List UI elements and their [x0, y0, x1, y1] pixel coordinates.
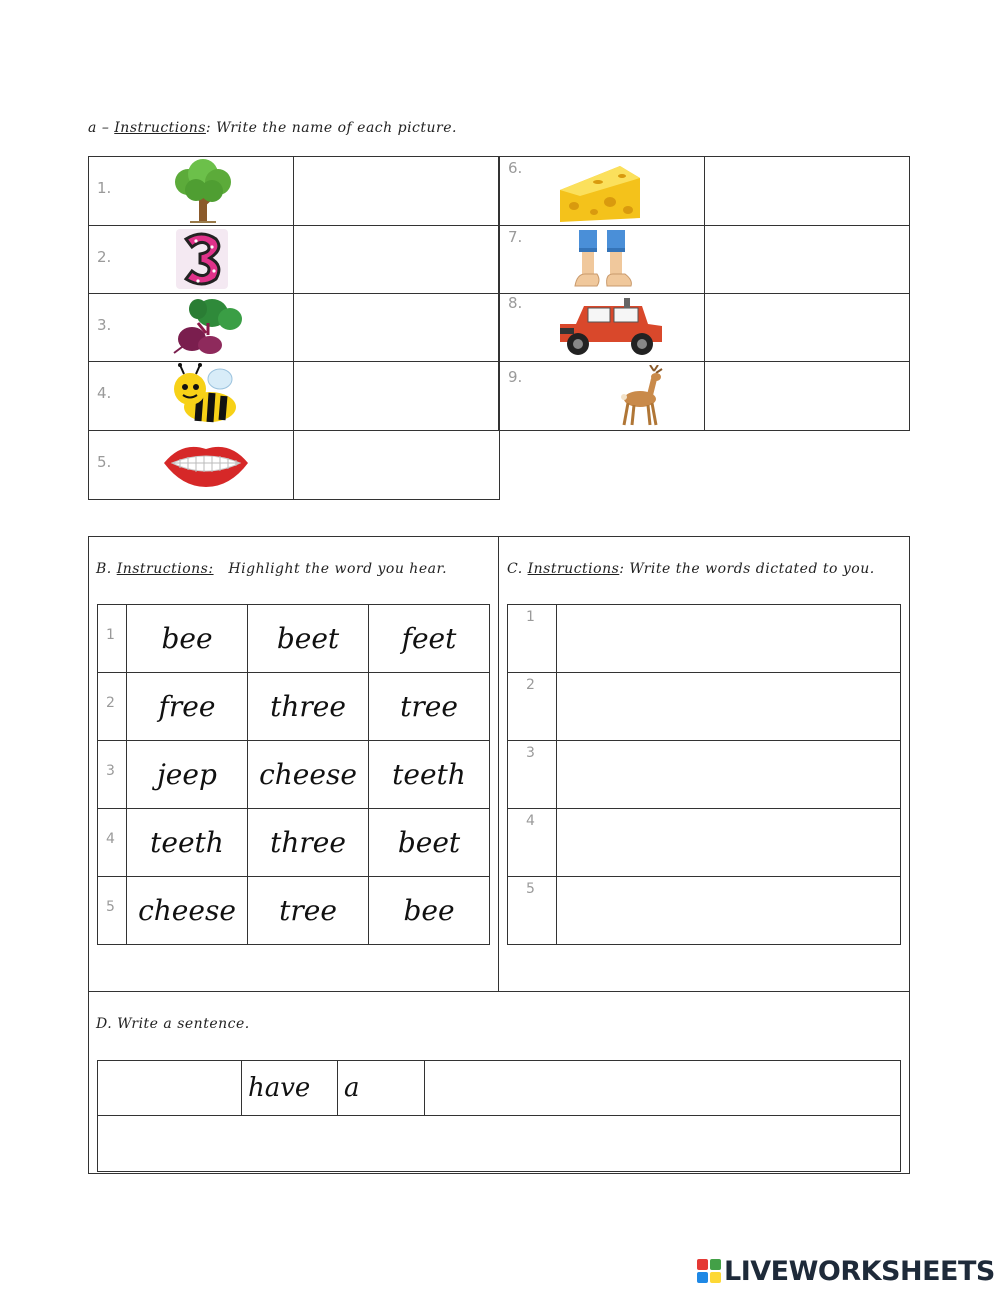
table-row	[98, 673, 490, 741]
word-option[interactable]: feet	[401, 622, 457, 655]
section-c-instructions-label: Instructions	[527, 561, 620, 577]
section-a-instructions-label: Instructions	[114, 120, 206, 136]
table-row	[508, 605, 901, 673]
word-option[interactable]: bee	[403, 894, 455, 927]
number-three-icon	[174, 227, 230, 291]
picture-number: 3.	[97, 316, 112, 334]
table-row	[508, 741, 901, 809]
table-row	[508, 809, 901, 877]
row-number: 4	[106, 831, 115, 847]
word-option[interactable]: tree	[279, 894, 337, 927]
sentence-table	[97, 1060, 901, 1172]
dictation-field-5[interactable]	[557, 877, 901, 945]
picture-number: 7.	[508, 228, 523, 246]
section-b-instructions-text: Highlight the word you hear.	[228, 561, 448, 577]
word-option[interactable]: beet	[276, 622, 340, 655]
answer-field-8[interactable]	[707, 295, 907, 359]
section-a-instructions	[88, 120, 457, 136]
word-option[interactable]: tree	[400, 690, 458, 723]
section-a-letter: a	[88, 120, 97, 136]
table-row	[508, 877, 901, 945]
deer-icon	[618, 365, 670, 427]
row-number: 2	[526, 677, 535, 693]
word-option[interactable]: three	[270, 826, 346, 859]
cheese-icon	[558, 160, 642, 224]
picture-grid	[88, 156, 910, 499]
jeep-icon	[554, 294, 668, 360]
section-a-instructions-text: : Write the name of each picture.	[205, 120, 457, 136]
picture-number: 6.	[508, 159, 523, 177]
table-row	[98, 1061, 901, 1116]
picture-number: 5.	[97, 453, 112, 471]
teeth-icon	[160, 439, 252, 491]
word-option[interactable]: cheese	[138, 894, 236, 927]
section-c-letter: C.	[507, 561, 523, 577]
answer-field-9[interactable]	[707, 363, 907, 428]
word-option[interactable]: teeth	[392, 758, 466, 791]
section-a-dash: –	[101, 120, 110, 136]
section-d-title: D. Write a sentence.	[96, 1016, 250, 1032]
word-option[interactable]: jeep	[157, 758, 217, 791]
word-option[interactable]: cheese	[259, 758, 357, 791]
picture-number: 2.	[97, 248, 112, 266]
dictation-field-1[interactable]	[557, 605, 901, 673]
liveworksheets-logo	[697, 1256, 995, 1286]
row-number: 3	[106, 763, 115, 779]
dictation-table	[507, 604, 901, 945]
answer-field-1[interactable]	[296, 158, 496, 223]
section-b-letter: B.	[96, 561, 112, 577]
row-number: 5	[526, 881, 535, 897]
word-option[interactable]: bee	[161, 622, 213, 655]
dictation-field-4[interactable]	[557, 809, 901, 877]
picture-number: 1.	[97, 179, 112, 197]
tree-icon	[168, 158, 238, 224]
table-row	[98, 809, 490, 877]
row-number: 1	[526, 609, 535, 625]
word-option[interactable]: beet	[397, 826, 461, 859]
answer-field-2[interactable]	[296, 227, 496, 291]
word-option[interactable]: teeth	[150, 826, 224, 859]
word-choice-table	[97, 604, 490, 945]
sentence-blank-2[interactable]	[425, 1061, 901, 1116]
section-b-instructions-label: Instructions:	[116, 561, 214, 577]
table-row	[98, 741, 490, 809]
dictation-field-3[interactable]	[557, 741, 901, 809]
table-row	[508, 673, 901, 741]
picture-number: 9.	[508, 368, 523, 386]
table-row	[98, 877, 490, 945]
row-number: 5	[106, 899, 115, 915]
sentence-blank-1[interactable]	[98, 1061, 242, 1116]
sentence-answer-field[interactable]	[98, 1116, 901, 1172]
answer-field-3[interactable]	[296, 295, 496, 359]
answer-field-5[interactable]	[296, 432, 496, 496]
feet-icon	[571, 228, 635, 292]
answer-field-4[interactable]	[296, 363, 496, 428]
beet-icon	[168, 295, 244, 355]
section-b-instructions	[96, 561, 447, 577]
section-c-instructions	[507, 561, 875, 577]
sentence-word-have: have	[248, 1073, 311, 1103]
row-number: 3	[526, 745, 535, 761]
row-number: 2	[106, 695, 115, 711]
logo-blocks-icon	[697, 1259, 721, 1283]
answer-field-7[interactable]	[707, 227, 907, 291]
bee-icon	[170, 363, 240, 427]
row-number: 1	[106, 627, 115, 643]
row-number: 4	[526, 813, 535, 829]
answer-field-6[interactable]	[707, 158, 907, 223]
picture-number: 4.	[97, 384, 112, 402]
logo-text: LIVEWORKSHEETS	[724, 1255, 995, 1287]
sentence-word-a: a	[344, 1073, 360, 1103]
picture-number: 8.	[508, 294, 523, 312]
word-option[interactable]: three	[270, 690, 346, 723]
dictation-field-2[interactable]	[557, 673, 901, 741]
section-c-instructions-text: : Write the words dictated to you.	[619, 561, 875, 577]
table-row	[98, 605, 490, 673]
word-option[interactable]: free	[158, 690, 216, 723]
table-row	[98, 1116, 901, 1172]
